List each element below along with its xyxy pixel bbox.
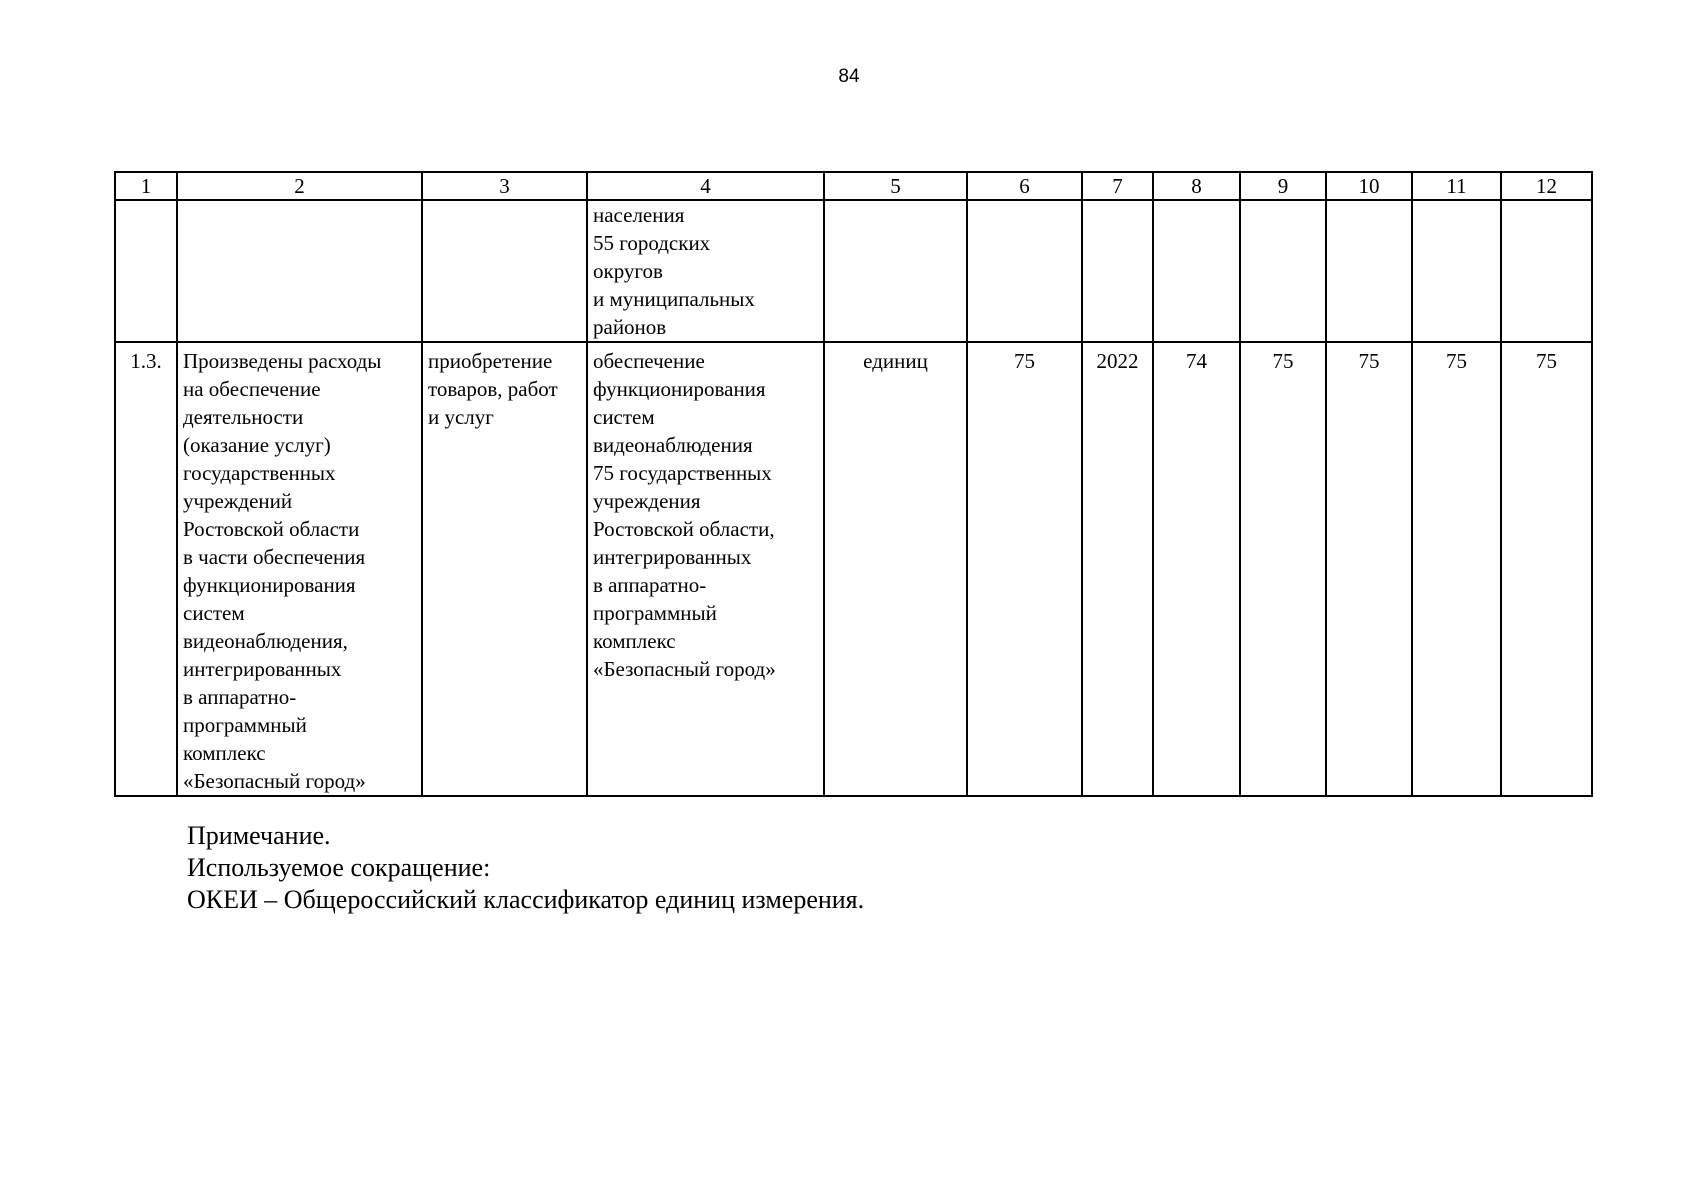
unit-cell: единиц (824, 342, 967, 796)
result-cell: обеспечение функционирования систем видеонаблюдения 75 государственных учреждения Ростовской области, интегрированных в аппаратно- программный комплекс «Безопасный город» (587, 342, 824, 796)
table-cell (1082, 200, 1153, 342)
table-cell (177, 200, 422, 342)
column-number: 4 (587, 172, 824, 200)
column-numbers-row (115, 172, 1592, 200)
table-cell (1153, 200, 1240, 342)
table-row (115, 342, 1592, 796)
table-cell (1326, 200, 1412, 342)
value-cell: 74 (1153, 342, 1240, 796)
note-block (187, 820, 864, 916)
table-cell (1412, 200, 1501, 342)
column-number: 5 (824, 172, 967, 200)
table-row (115, 200, 1592, 342)
column-number: 1 (115, 172, 177, 200)
indicators-table (114, 171, 1593, 797)
column-number: 10 (1326, 172, 1412, 200)
value-cell: 75 (1501, 342, 1592, 796)
value-cell: 75 (967, 342, 1082, 796)
table-cell (422, 200, 587, 342)
table-cell (115, 200, 177, 342)
note-subtitle: Используемое сокращение: (187, 853, 491, 882)
table-cell (1501, 200, 1592, 342)
column-number: 7 (1082, 172, 1153, 200)
column-number: 2 (177, 172, 422, 200)
expense-type-cell: приобретение товаров, работ и услуг (422, 342, 587, 796)
table-cell (1240, 200, 1326, 342)
value-cell: 75 (1240, 342, 1326, 796)
note-title: Примечание. (187, 821, 331, 850)
table-cell (824, 200, 967, 342)
table-cell (967, 200, 1082, 342)
year-cell: 2022 (1082, 342, 1153, 796)
table-cell: населения 55 городских округов и муниципальных районов (587, 200, 824, 342)
column-number: 11 (1412, 172, 1501, 200)
note-abbreviation: ОКЕИ – Общероссийский классификатор единиц измерения. (187, 885, 865, 914)
column-number: 9 (1240, 172, 1326, 200)
column-number: 6 (967, 172, 1082, 200)
page-number: 84 (838, 66, 860, 87)
value-cell: 75 (1412, 342, 1501, 796)
description-cell: Произведены расходы на обеспечение деятельности (оказание услуг) государственных учреждений Ростовской области в части обеспечения функционирования систем видеонаблюдения, интегрированных в аппаратно- программный комплекс «Безопасный город» (177, 342, 422, 796)
row-number-cell: 1.3. (115, 342, 177, 796)
value-cell: 75 (1326, 342, 1412, 796)
column-number: 12 (1501, 172, 1592, 200)
column-number: 3 (422, 172, 587, 200)
column-number: 8 (1153, 172, 1240, 200)
